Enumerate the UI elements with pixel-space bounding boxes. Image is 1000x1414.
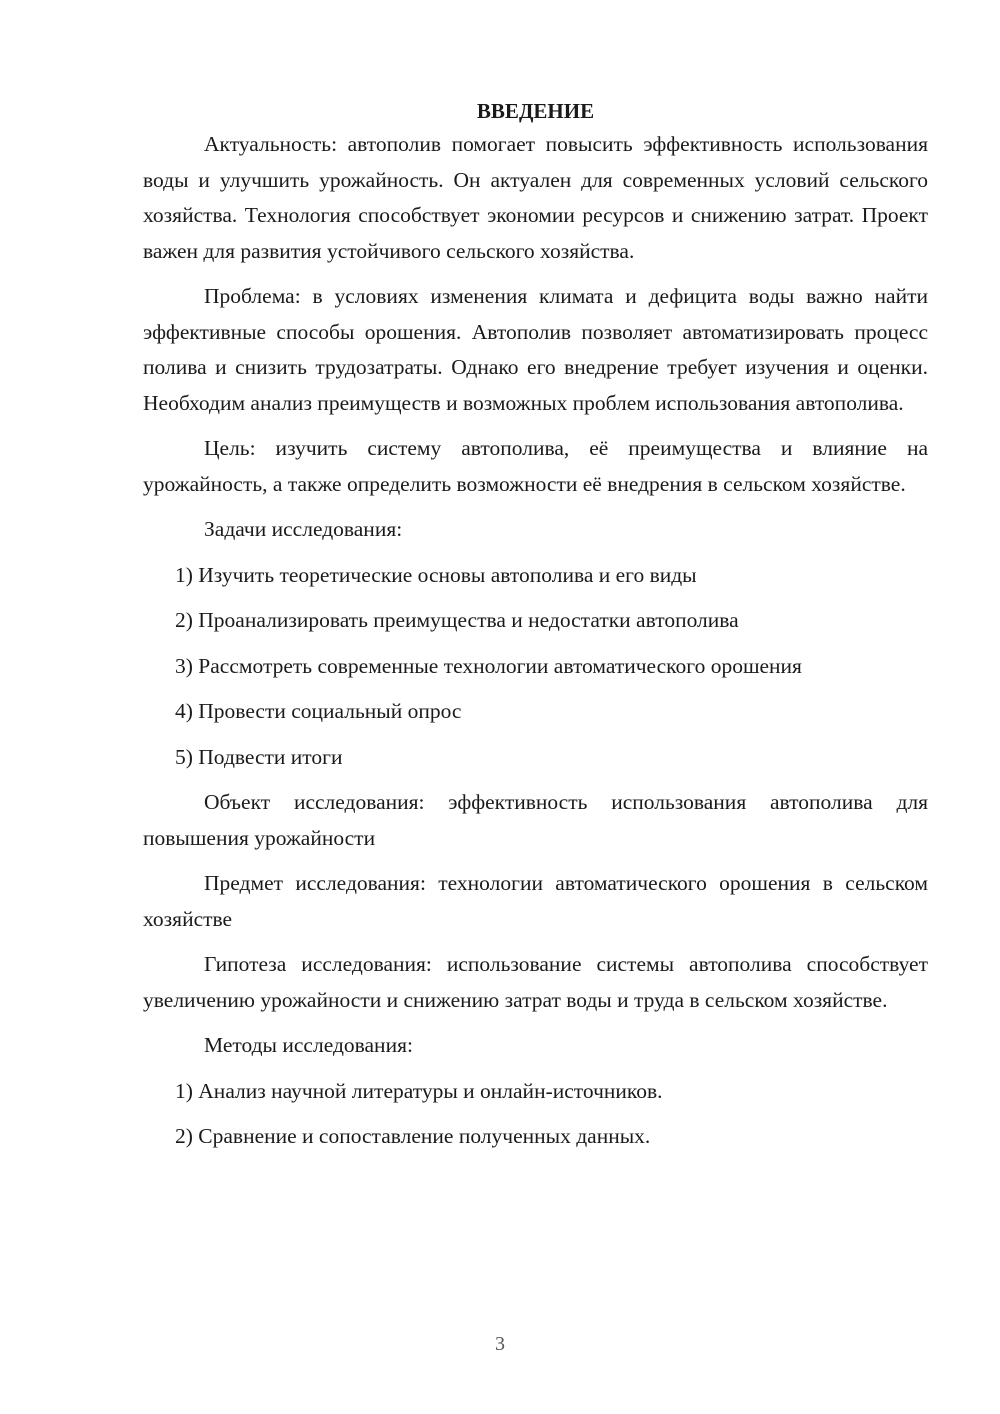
- task-item: 1) Изучить теоретические основы автополива и его виды: [175, 562, 697, 587]
- relevance-paragraph: Актуальность: автополив помогает повысить эффективность использования воды и улучшить урожайность. Он актуален для современных условий сельского хозяйства. Технология способствует экономии ресурсов и снижению затрат. Проект важен для развития устойчивого сельского хозяйства.: [143, 132, 928, 263]
- problem-paragraph: Проблема: в условиях изменения климата и дефицита воды важно найти эффективные способы орошения. Автополив позволяет автоматизировать процесс полива и снизить трудозатраты. Однако его внедрение требует изучения и оценки. Необходим анализ преимуществ и возможных проблем использования автополива.: [143, 284, 928, 415]
- document-page: [143, 94, 928, 1165]
- task-item: 2) Проанализировать преимущества и недостатки автополива: [175, 608, 739, 632]
- tasks-list: [143, 558, 928, 776]
- method-item: 1) Анализ научной литературы и онлайн-источников.: [175, 1078, 663, 1103]
- hypothesis-paragraph: Гипотеза исследования: использование системы автополива способствует увеличению урожайности и снижению затрат воды и труда в сельском хозяйстве.: [143, 952, 928, 1012]
- task-item: 3) Рассмотреть современные технологии автоматического орошения: [175, 653, 802, 678]
- goal-paragraph: Цель: изучить систему автополива, её преимущества и влияние на урожайность, а также определить возможности её внедрения в сельском хозяйстве.: [143, 436, 928, 496]
- page-title: ВВЕДЕНИЕ: [476, 99, 595, 123]
- subject-paragraph: Предмет исследования: технологии автоматического орошения в сельском хозяйстве: [143, 871, 928, 931]
- task-item: 5) Подвести итоги: [175, 744, 343, 769]
- method-item: 2) Сравнение и сопоставление полученных данных.: [175, 1124, 651, 1148]
- task-item: 4) Провести социальный опрос: [175, 699, 462, 723]
- tasks-label: Задачи исследования:: [204, 517, 403, 541]
- page-number: 3: [495, 1333, 505, 1355]
- methods-list: [143, 1074, 928, 1155]
- object-paragraph: Объект исследования: эффективность использования автополива для повышения урожайности: [143, 790, 928, 850]
- methods-label: Методы исследования:: [204, 1033, 413, 1057]
